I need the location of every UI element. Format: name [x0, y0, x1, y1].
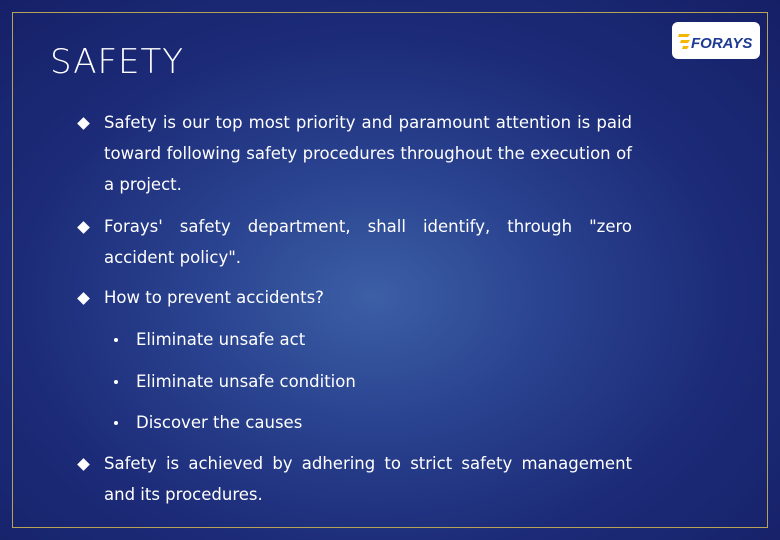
forays-logo — [672, 22, 760, 59]
sub-bullet-dot-icon — [114, 338, 118, 342]
forays-logo-graphic — [675, 26, 757, 56]
bullet-text-3: How to prevent accidents? — [104, 288, 324, 307]
sub-bullet-2: Eliminate unsafe condition — [136, 372, 356, 391]
bullet-text-4: Safety is achieved by adhering to strict safety management and its procedures. — [104, 454, 632, 504]
logo-text: FORAYS — [691, 34, 753, 52]
bullet-text-1: Safety is our top most priority and paramount attention is paid toward following safety procedures throughout the execution of a project. — [104, 113, 632, 194]
sub-bullet-1: Eliminate unsafe act — [136, 330, 306, 349]
sub-bullet-dot-icon — [114, 380, 118, 384]
sub-bullet-dot-icon — [114, 421, 118, 425]
sub-bullet-3: Discover the causes — [136, 413, 303, 432]
bullet-text-2: Forays' safety department, shall identify, through "zero accident policy". — [104, 217, 632, 267]
slide-title: SAFETY — [50, 42, 185, 82]
